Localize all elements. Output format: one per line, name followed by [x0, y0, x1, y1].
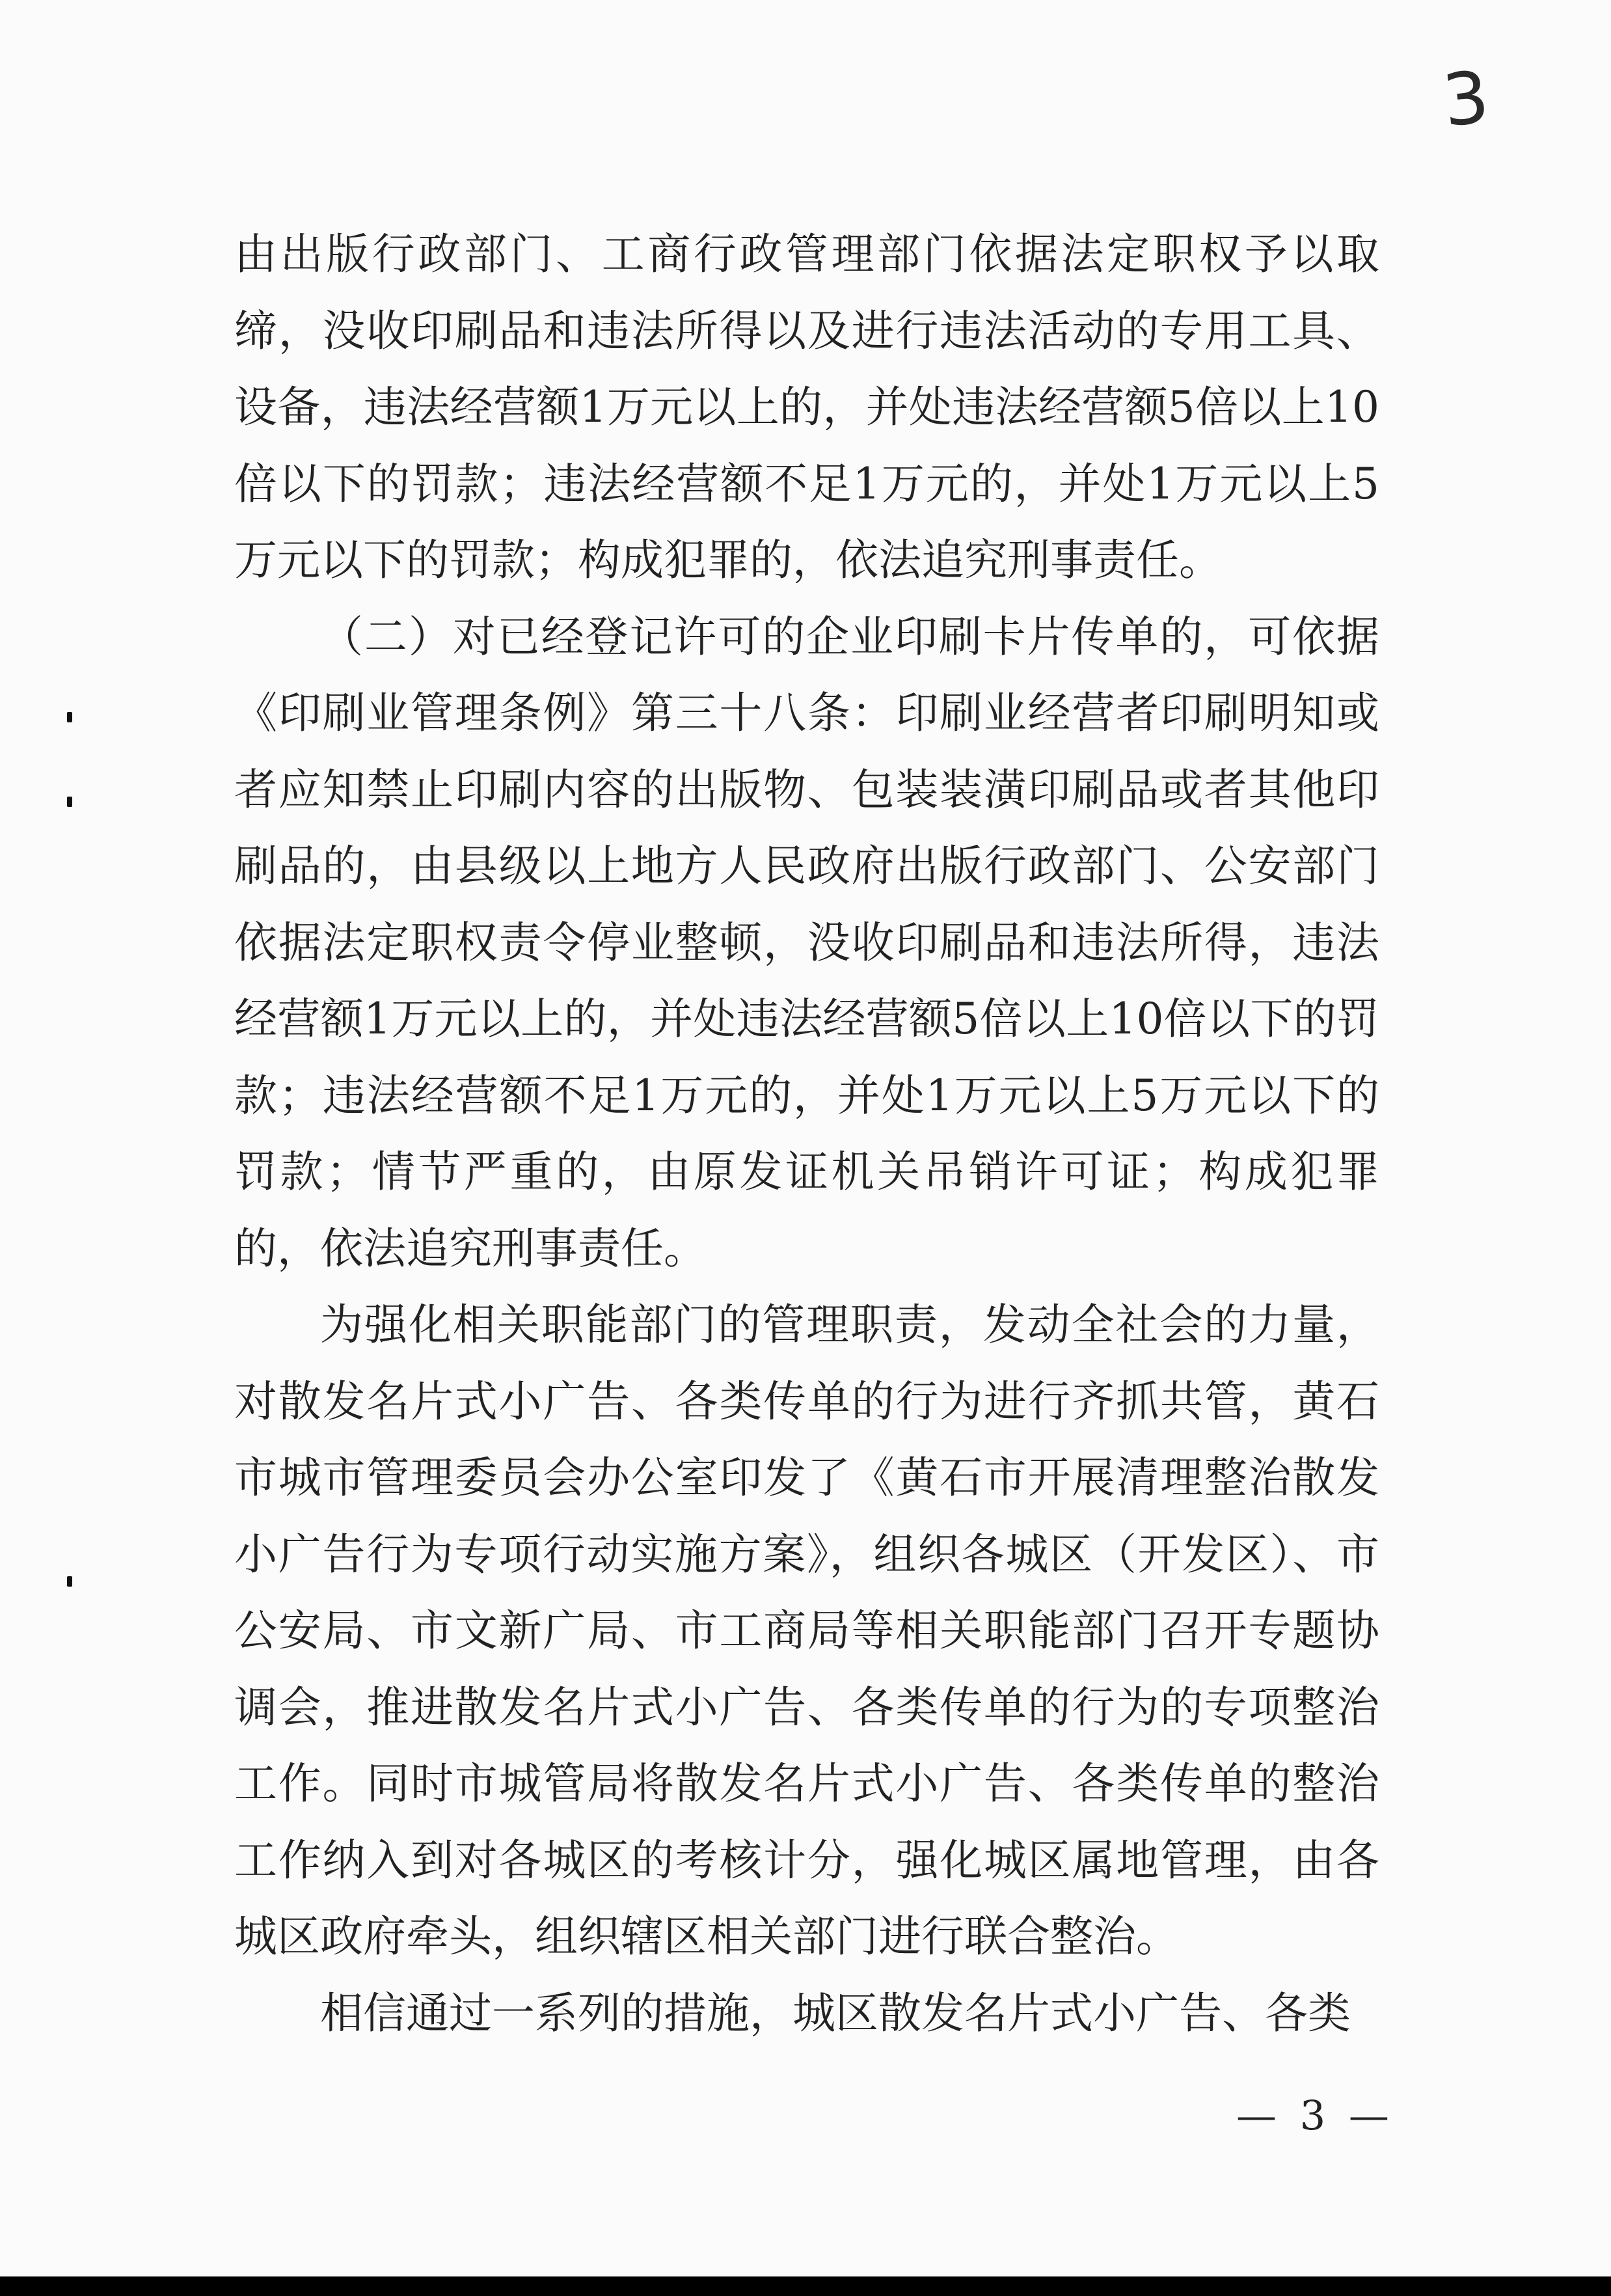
binding-hole-mark — [67, 712, 72, 722]
page-number: — 3 — — [1236, 2092, 1394, 2139]
paragraph-measures: 为强化相关职能部门的管理职责，发动全社会的力量，对散发名片式小广告、各类传单的行为进行齐抓共管，黄石市城市管理委员会办公室印发了《黄石市开展清理整治散发小广告行为专项行动实施方案》，组织各城区（开发区）、市公安局、市文新广局、市工商局等相关职能部门召开专题协调会，推进散发名片式小广告、各类传单的行为的专项整治工作。同时市城管局将散发名片式小广告、各类传单的整治工作纳入到对各城区的考核计分，强化城区属地管理，由各城区政府牵头，组织辖区相关部门进行联合整治。 — [234, 1300, 1379, 1961]
paragraph-conclusion: 相信通过一系列的措施，城区散发名片式小广告、各类 — [320, 1988, 1351, 2038]
paragraph-continuation: 由出版行政部门、工商行政管理部门依据法定职权予以取缔，没收印刷品和违法所得以及进行违法活动的专用工具、设备，违法经营额1万元以上的，并处违法经营额5倍以上10倍以下的罚款；违法经营额不足1万元的，并处1万元以上5万元以下的罚款；构成犯罪的，依法追究刑事责任。 — [234, 229, 1379, 585]
handwritten-page-mark: 3 — [1439, 55, 1493, 143]
binding-hole-mark — [67, 1576, 72, 1587]
binding-hole-mark — [67, 797, 72, 807]
scan-bottom-border — [0, 2276, 1611, 2296]
document-body — [234, 216, 1379, 2051]
paragraph-item-two: （二）对已经登记许可的企业印刷卡片传单的，可依据《印刷业管理条例》第三十八条：印刷业经营者印刷明知或者应知禁止印刷内容的出版物、包装装潢印刷品或者其他印刷品的，由县级以上地方人民政府出版行政部门、公安部门依据法定职权责令停业整顿，没收印刷品和违法所得，违法经营额1万元以上的，并处违法经营额5倍以上10倍以下的罚款；违法经营额不足1万元的，并处1万元以上5万元以下的罚款；情节严重的，由原发证机关吊销许可证；构成犯罪的，依法追究刑事责任。 — [234, 611, 1379, 1274]
